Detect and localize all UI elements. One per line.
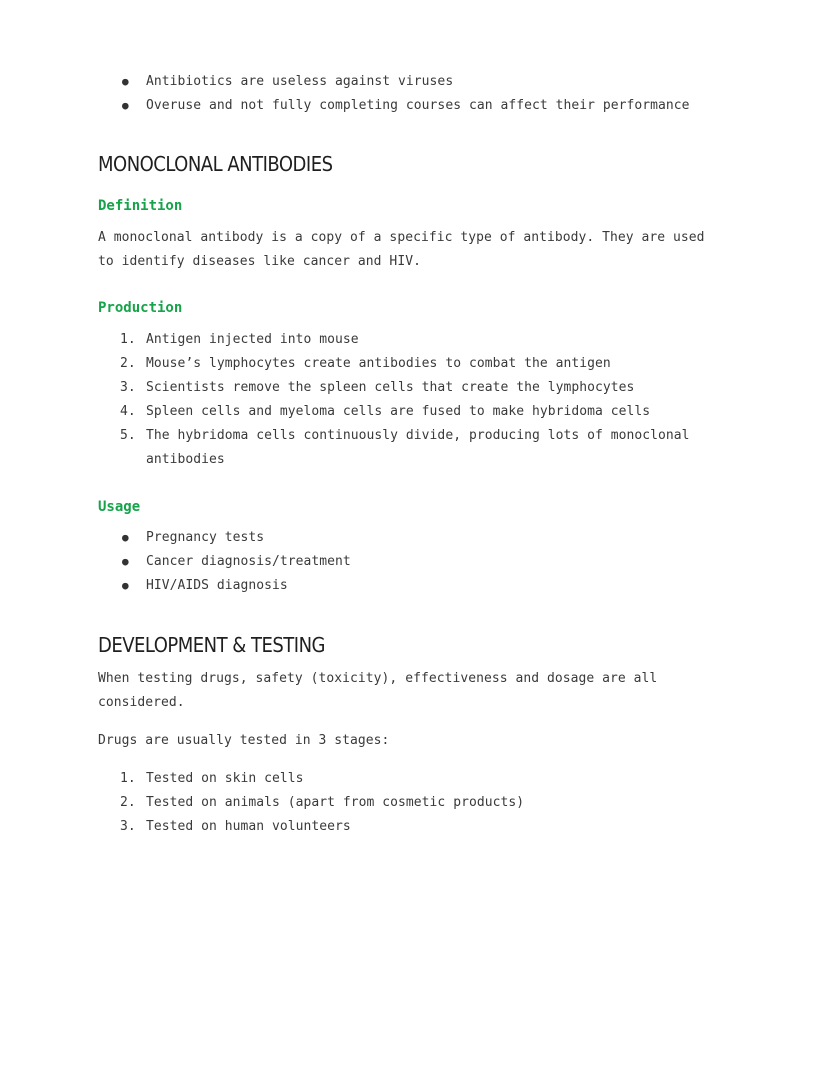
list-item-text-continuation: antibodies	[146, 452, 225, 467]
list-item	[120, 767, 746, 791]
list-item-text: HIV/AIDS diagnosis	[146, 578, 288, 593]
list-item-text: Scientists remove the spleen cells that create the lymphocytes	[146, 380, 635, 395]
bullet-marker: ●	[122, 555, 129, 568]
list-item	[120, 424, 746, 472]
list-item	[122, 70, 746, 94]
list-item-text: Pregnancy tests	[146, 530, 265, 545]
subheading-definition: Definition	[98, 198, 183, 214]
list-number: 4.	[120, 404, 136, 419]
list-item-text: Overuse and not fully completing courses can affect their performance	[146, 98, 690, 113]
list-number: 1.	[120, 332, 136, 347]
list-item	[120, 815, 746, 839]
paragraph-line: considered.	[98, 695, 185, 710]
paragraph-line: Drugs are usually tested in 3 stages:	[98, 733, 390, 748]
list-item	[120, 328, 746, 352]
list-number: 2.	[120, 795, 136, 810]
list-item	[122, 550, 746, 574]
list-item	[122, 526, 746, 550]
bullet-marker: ●	[122, 75, 129, 88]
definition-paragraph	[98, 226, 738, 274]
section-heading-development: DEVELOPMENT & TESTING	[98, 633, 325, 657]
list-item-text: Cancer diagnosis/treatment	[146, 554, 351, 569]
section-heading-monoclonal: MONOCLONAL ANTIBODIES	[98, 152, 333, 176]
list-item	[120, 352, 746, 376]
list-item-text: Tested on skin cells	[146, 771, 304, 786]
list-item	[122, 574, 746, 598]
stages-intro-paragraph	[98, 729, 738, 753]
paragraph-line: to identify diseases like cancer and HIV.	[98, 254, 421, 269]
list-number: 2.	[120, 356, 136, 371]
paragraph-line: A monoclonal antibody is a copy of a specific type of antibody. They are used	[98, 230, 705, 245]
bullet-marker: ●	[122, 99, 129, 112]
subheading-usage: Usage	[98, 499, 141, 515]
list-item	[120, 791, 746, 815]
bullet-marker: ●	[122, 531, 129, 544]
list-item	[120, 400, 746, 424]
list-item	[120, 376, 746, 400]
list-item-text: Spleen cells and myeloma cells are fused to make hybridoma cells	[146, 404, 651, 419]
list-number: 3.	[120, 380, 136, 395]
list-item-text: Tested on human volunteers	[146, 819, 351, 834]
subheading-production: Production	[98, 300, 183, 316]
bullet-marker: ●	[122, 579, 129, 592]
list-number: 1.	[120, 771, 136, 786]
list-number: 5.	[120, 428, 136, 443]
list-number: 3.	[120, 819, 136, 834]
list-item-text: Antigen injected into mouse	[146, 332, 359, 347]
paragraph-line: When testing drugs, safety (toxicity), effectiveness and dosage are all	[98, 671, 658, 686]
development-paragraph	[98, 667, 738, 715]
list-item-text: The hybridoma cells continuously divide, producing lots of monoclonal	[146, 428, 690, 443]
list-item	[122, 94, 746, 118]
list-item-text: Mouse’s lymphocytes create antibodies to combat the antigen	[146, 356, 611, 371]
list-item-text: Antibiotics are useless against viruses	[146, 74, 454, 89]
list-item-text: Tested on animals (apart from cosmetic products)	[146, 795, 525, 810]
